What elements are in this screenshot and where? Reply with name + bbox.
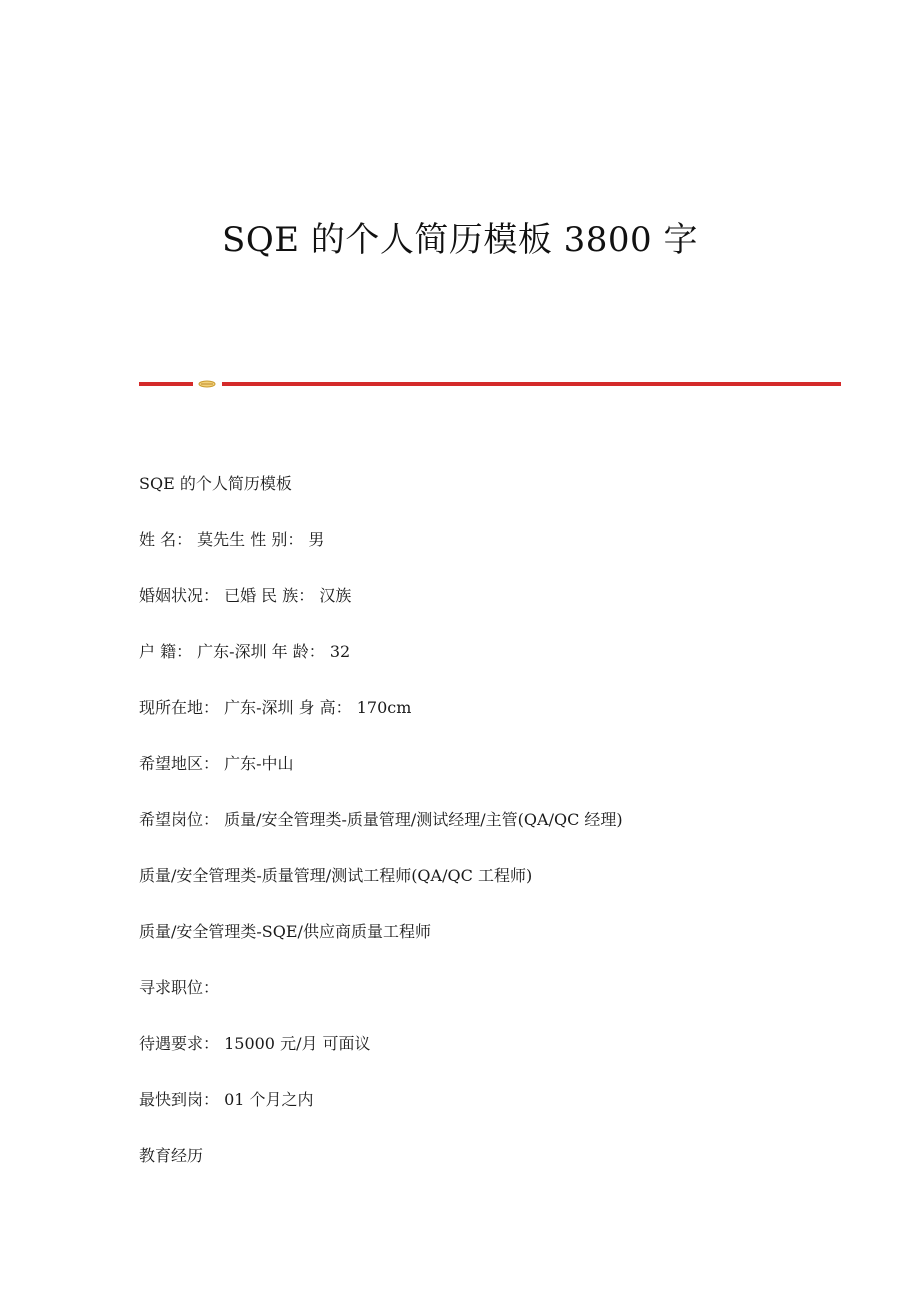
resume-heading: SQE 的个人简历模板 bbox=[139, 474, 292, 493]
resume-line-desired-area: 希望地区： 广东-中山 bbox=[139, 754, 294, 773]
resume-line-marital-ethnicity: 婚姻状况： 已婚 民 族： 汉族 bbox=[139, 586, 352, 605]
resume-line-salary: 待遇要求： 15000 元/月 可面议 bbox=[139, 1034, 371, 1053]
resume-line-location-height: 现所在地： 广东-深圳 身 高： 170cm bbox=[139, 698, 412, 717]
title-divider bbox=[139, 379, 841, 389]
resume-line-seeking: 寻求职位： bbox=[139, 978, 220, 997]
resume-line-desired-position: 希望岗位： 质量/安全管理类-质量管理/测试经理/主管(QA/QC 经理) bbox=[139, 810, 623, 829]
divider-bar-left bbox=[139, 382, 193, 386]
resume-body bbox=[139, 470, 839, 1198]
divider-bar-right bbox=[222, 382, 841, 386]
resume-line-availability: 最快到岗： 01 个月之内 bbox=[139, 1090, 314, 1109]
divider-ornament-icon bbox=[198, 380, 216, 388]
document-title: SQE 的个人简历模板 3800 字 bbox=[222, 220, 698, 260]
section-heading-education: 教育经历 bbox=[139, 1146, 204, 1165]
resume-line-position-3: 质量/安全管理类-SQE/供应商质量工程师 bbox=[139, 922, 431, 941]
resume-line-hukou-age: 户 籍： 广东-深圳 年 龄： 32 bbox=[139, 642, 351, 661]
resume-line-position-2: 质量/安全管理类-质量管理/测试工程师(QA/QC 工程师) bbox=[139, 866, 533, 885]
resume-line-name-gender: 姓 名： 莫先生 性 别： 男 bbox=[139, 530, 325, 549]
